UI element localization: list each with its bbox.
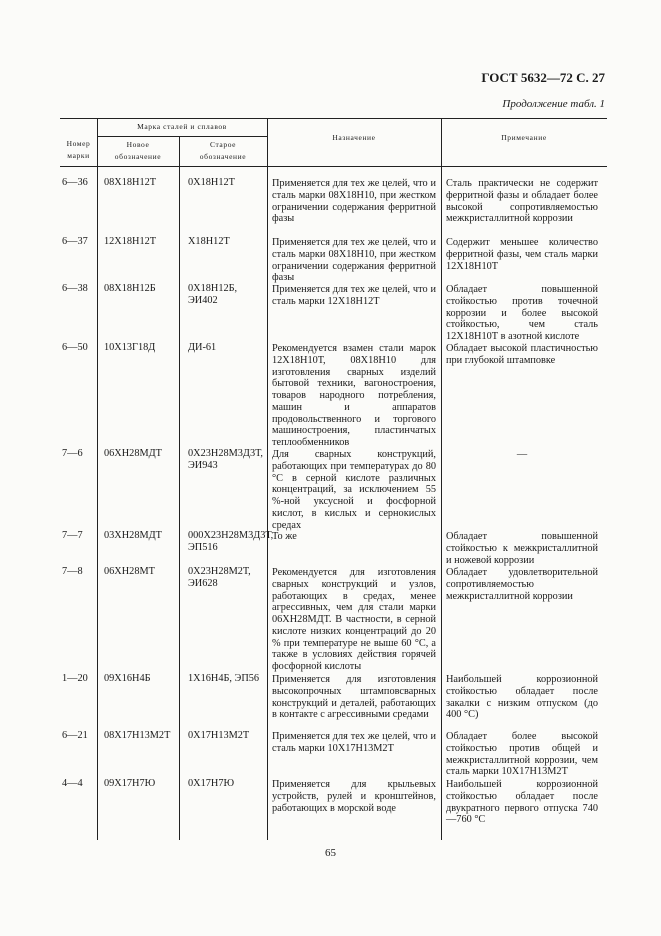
note-text: Обладает более высокой стойкостью против общей и межкристаллитной коррозии, чем сталь марки 10Х17Н13М2Т (446, 731, 598, 778)
old-grade: 0Х23Н28М3Д3Т, ЭИ943 (188, 448, 263, 471)
note-text: Наибольшей коррозионной стойкостью обладает после закалки с низким отпуском (до 400 °С) (446, 674, 598, 721)
note-text: Наибольшей коррозионной стойкостью обладает после двукратного первого отпуска 740—760 °С (446, 779, 598, 826)
old-grade: 0Х17Н7Ю (188, 778, 235, 789)
new-grade: 09Х16Н4Б (104, 673, 151, 684)
note-text: Обладает повышенной стойкостью против точечной коррозии и более высокой стойкостью, чем сталь 12Х18Н10Т в азотной кислоте (446, 284, 598, 342)
purpose-text: То же (272, 531, 297, 542)
row-number: 6—36 (62, 177, 88, 188)
header-purpose: Назначение (332, 133, 376, 142)
new-grade: 06ХН28МТ (104, 566, 155, 577)
header-group-steels: Марка сталей и сплавов (137, 122, 227, 131)
row-number: 4—4 (62, 778, 83, 789)
row-number: 6—38 (62, 283, 88, 294)
old-grade: ДИ-61 (188, 342, 217, 353)
note-text: Содержит меньшее количество ферритной фазы, чем сталь марки 12Х18Н10Т (446, 237, 598, 272)
purpose-text: Рекомендуется взамен стали марок 12Х18Н10Т, 08Х18Н10 для изготовления сварных изделий бытовой техники, вагоностроения, товаров народного потребления, машин и аппаратов продовольственного и торгового машиностроения, пластинчатых теплообменников (272, 343, 436, 448)
new-grade: 06ХН28МДТ (104, 448, 162, 459)
column-rule-2 (179, 136, 180, 840)
note-text: Обладает удовлетворительной сопротивляемостью межкристаллитной коррозии (446, 567, 598, 602)
row-number: 7—7 (62, 530, 83, 541)
purpose-text: Применяется для тех же целей, что и сталь марки 08Х18Н10, при жестком ограничении содержания ферритной фазы (272, 178, 436, 225)
purpose-text: Применяется для тех же целей, что и сталь марки 10Х17Н13М2Т (272, 731, 436, 754)
column-rule-1 (97, 118, 98, 840)
header-old-designation: Старое обозначение (199, 140, 247, 161)
note-text: — (516, 449, 528, 460)
header-bottom-rule (60, 166, 607, 167)
purpose-text: Применяется для тех же целей, что и сталь марки 12Х18Н12Т (272, 284, 436, 307)
table-top-rule (60, 118, 607, 119)
note-text: Обладает повышенной стойкостью к межкристаллитной и ножевой коррозии (446, 531, 598, 566)
row-number: 6—21 (62, 730, 88, 741)
old-grade: 0Х17Н13М2Т (188, 730, 250, 741)
old-grade: 1Х16Н4Б, ЭП56 (188, 673, 260, 684)
row-number: 6—37 (62, 236, 88, 247)
header-nomer: Номер марки (66, 139, 91, 160)
old-grade: 0Х18Н12Т (188, 177, 235, 188)
purpose-text: Применяется для изготовления высокопрочных штамповсварных конструкций и деталей, работающих в контакте с агрессивными средами (272, 674, 436, 721)
purpose-text: Рекомендуется для изготовления сварных конструкций и узлов, работающих в средах, менее агрессивных, чем для стали марки 06ХН28МДТ. В частности, в серной кислоте низких концентраций до 20 % при температуре не выше 60 °С, а также в условиях действия горячей фосфорной кислоты (272, 567, 436, 672)
note-text: Обладает высокой пластичностью при глубокой штамповке (446, 343, 598, 366)
row-number: 1—20 (62, 673, 88, 684)
header-new-designation: Новое обозначение (114, 140, 162, 161)
new-grade: 03ХН28МДТ (104, 530, 162, 541)
new-grade: 09Х17Н7Ю (104, 778, 156, 789)
old-grade: 000Х23Н28М3Д3Т, ЭП516 (188, 530, 274, 553)
note-text: Сталь практически не содержит ферритной фазы и обладает более высокой сопротивляемостью межкристаллитной коррозии (446, 178, 598, 225)
new-grade: 08Х18Н12Т (104, 177, 157, 188)
page-number: 65 (325, 847, 336, 859)
group-header-rule (97, 136, 267, 137)
purpose-text: Применяется для тех же целей, что и сталь марки 08Х18Н10, при жестком ограничении содержания ферритной фазы (272, 237, 436, 284)
new-grade: 08Х17Н13М2Т (104, 730, 171, 741)
old-grade: Х18Н12Т (188, 236, 230, 247)
table-continuation-label: Продолжение табл. 1 (502, 98, 605, 110)
purpose-text: Для сварных конструкций, работающих при температурах до 80 °С в серной кислоте различных концентраций, за исключением 55 %-ной уксусной и фосфорной кислот, в кислых и сернокислых средах (272, 449, 436, 531)
new-grade: 08Х18Н12Б (104, 283, 156, 294)
row-number: 6—50 (62, 342, 88, 353)
purpose-text: Применяется для крыльевых устройств, рулей и кронштейнов, работающих в морской воде (272, 779, 436, 814)
row-number: 7—8 (62, 566, 83, 577)
new-grade: 10Х13Г18Д (104, 342, 156, 353)
row-number: 7—6 (62, 448, 83, 459)
header-note: Примечание (501, 133, 547, 142)
old-grade: 0Х23Н28М2Т, ЭИ628 (188, 566, 251, 589)
old-grade: 0Х18Н12Б, ЭИ402 (188, 283, 238, 306)
page-header-code: ГОСТ 5632—72 С. 27 (481, 70, 605, 85)
column-rule-3 (267, 118, 268, 840)
column-rule-4 (441, 118, 442, 840)
new-grade: 12Х18Н12Т (104, 236, 157, 247)
